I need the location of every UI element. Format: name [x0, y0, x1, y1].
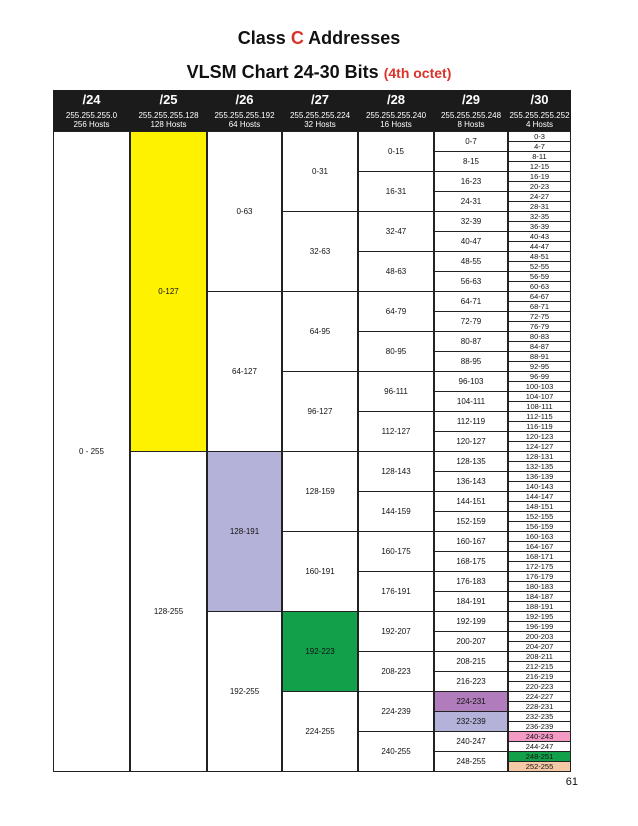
range-cell-30: 40-43 — [508, 231, 571, 242]
range-cell-29: 136-143 — [434, 471, 508, 492]
range-cell-29: 184-191 — [434, 591, 508, 612]
range-cell-29: 176-183 — [434, 571, 508, 592]
range-cell-29: 48-55 — [434, 251, 508, 272]
range-cell-30: 96-99 — [508, 371, 571, 382]
range-cell-30: 184-187 — [508, 591, 571, 602]
range-cell-30: 44-47 — [508, 241, 571, 252]
vlsm-chart — [53, 90, 571, 771]
range-cell-28: 144-159 — [358, 491, 434, 532]
range-cell-28: 48-63 — [358, 251, 434, 292]
page-subtitle — [0, 62, 638, 83]
column-prefix: /24 — [82, 92, 101, 107]
range-cell-30: 172-175 — [508, 561, 571, 572]
column-prefix: /30 — [530, 92, 549, 107]
range-cell-30: 20-23 — [508, 181, 571, 192]
range-cell-30: 156-159 — [508, 521, 571, 532]
range-cell-28: 32-47 — [358, 211, 434, 252]
range-cell-30: 196-199 — [508, 621, 571, 632]
column-mask: 255.255.255.0 — [65, 111, 118, 120]
column-prefix: /25 — [159, 92, 178, 107]
range-cell-28: 224-239 — [358, 691, 434, 732]
range-cell-28: 240-255 — [358, 731, 434, 772]
range-cell-30: 248-251 — [508, 751, 571, 762]
range-cell-29: 32-39 — [434, 211, 508, 232]
range-cell-30: 160-163 — [508, 531, 571, 542]
column-mask: 255.255.255.240 — [365, 111, 427, 120]
column-header-29 — [434, 90, 508, 131]
range-cell-30: 72-75 — [508, 311, 571, 322]
column-hosts: 8 Hosts — [457, 120, 485, 129]
range-cell-28: 80-95 — [358, 331, 434, 372]
range-cell-27: 0-31 — [282, 131, 358, 212]
range-cell-30: 204-207 — [508, 641, 571, 652]
range-cell-30: 244-247 — [508, 741, 571, 752]
range-cell-30: 80-83 — [508, 331, 571, 342]
range-cell-28: 176-191 — [358, 571, 434, 612]
page-number: 61 — [565, 776, 578, 788]
range-cell-30: 240-243 — [508, 731, 571, 742]
range-cell-30: 24-27 — [508, 191, 571, 202]
range-cell-30: 224-227 — [508, 691, 571, 702]
range-cell-29: 160-167 — [434, 531, 508, 552]
range-cell-29: 216-223 — [434, 671, 508, 692]
range-cell-27: 192-223 — [282, 611, 358, 692]
range-cell-30: 152-155 — [508, 511, 571, 522]
range-cell-30: 200-203 — [508, 631, 571, 642]
range-cell-30: 140-143 — [508, 481, 571, 492]
range-cell-30: 164-167 — [508, 541, 571, 552]
range-cell-30: 124-127 — [508, 441, 571, 452]
range-cell-30: 132-135 — [508, 461, 571, 472]
range-cell-27: 32-63 — [282, 211, 358, 292]
title-letter: C — [290, 28, 304, 48]
range-cell-29: 128-135 — [434, 451, 508, 472]
range-cell-28: 0-15 — [358, 131, 434, 172]
range-cell-29: 248-255 — [434, 751, 508, 772]
range-cell-30: 136-139 — [508, 471, 571, 482]
range-cell-29: 144-151 — [434, 491, 508, 512]
range-cell-28: 16-31 — [358, 171, 434, 212]
range-cell-30: 32-35 — [508, 211, 571, 222]
range-cell-30: 88-91 — [508, 351, 571, 362]
range-cell-30: 232-235 — [508, 711, 571, 722]
range-cell-29: 168-175 — [434, 551, 508, 572]
range-cell-30: 120-123 — [508, 431, 571, 442]
range-cell-28: 192-207 — [358, 611, 434, 652]
range-cell-28: 112-127 — [358, 411, 434, 452]
range-cell-30: 100-103 — [508, 381, 571, 392]
range-cell-26: 192-255 — [207, 611, 282, 772]
title-prefix: Class — [237, 28, 286, 48]
range-cell-30: 68-71 — [508, 301, 571, 312]
range-cell-29: 40-47 — [434, 231, 508, 252]
range-cell-29: 224-231 — [434, 691, 508, 712]
column-header-30 — [508, 90, 571, 131]
range-cell-30: 56-59 — [508, 271, 571, 282]
column-prefix: /29 — [461, 92, 481, 107]
range-cell-30: 220-223 — [508, 681, 571, 692]
range-cell-30: 108-111 — [508, 401, 571, 412]
range-cell-28: 128-143 — [358, 451, 434, 492]
range-cell-30: 0-3 — [508, 131, 571, 142]
range-cell-30: 168-171 — [508, 551, 571, 562]
column-prefix: /27 — [310, 92, 330, 107]
range-cell-29: 232-239 — [434, 711, 508, 732]
title-suffix: Addresses — [308, 28, 401, 48]
column-hosts: 32 Hosts — [304, 120, 336, 129]
range-cell-29: 120-127 — [434, 431, 508, 452]
range-cell-30: 8-11 — [508, 151, 571, 162]
range-cell-29: 96-103 — [434, 371, 508, 392]
range-cell-30: 144-147 — [508, 491, 571, 502]
range-cell-29: 56-63 — [434, 271, 508, 292]
range-cell-30: 64-67 — [508, 291, 571, 302]
range-cell-29: 24-31 — [434, 191, 508, 212]
column-prefix: /28 — [386, 92, 406, 107]
range-cell-27: 160-191 — [282, 531, 358, 612]
range-cell-29: 8-15 — [434, 151, 508, 172]
range-cell-30: 180-183 — [508, 581, 571, 592]
range-cell-30: 16-19 — [508, 171, 571, 182]
range-cell-29: 16-23 — [434, 171, 508, 192]
range-cell-30: 208-211 — [508, 651, 571, 662]
column-header-27 — [282, 90, 358, 131]
column-hosts: 16 Hosts — [380, 120, 412, 129]
column-mask: 255.255.255.248 — [440, 111, 502, 120]
range-cell-29: 104-111 — [434, 391, 508, 412]
column-mask: 255.255.255.224 — [289, 111, 351, 120]
range-cell-30: 60-63 — [508, 281, 571, 292]
range-cell-30: 92-95 — [508, 361, 571, 372]
range-cell-27: 96-127 — [282, 371, 358, 452]
range-cell-26: 64-127 — [207, 291, 282, 452]
range-cell-30: 84-87 — [508, 341, 571, 352]
range-cell-30: 104-107 — [508, 391, 571, 402]
column-mask: 255.255.255.128 — [138, 111, 199, 120]
column-header-26 — [207, 90, 282, 131]
column-hosts: 256 Hosts — [73, 120, 110, 129]
range-cell-28: 208-223 — [358, 651, 434, 692]
range-cell-30: 192-195 — [508, 611, 571, 622]
range-cell-27: 64-95 — [282, 291, 358, 372]
column-header-24 — [53, 90, 130, 131]
range-cell-29: 0-7 — [434, 131, 508, 152]
range-cell-30: 216-219 — [508, 671, 571, 682]
range-cell-30: 48-51 — [508, 251, 571, 262]
range-cell-28: 64-79 — [358, 291, 434, 332]
range-cell-30: 128-131 — [508, 451, 571, 462]
range-cell-30: 176-179 — [508, 571, 571, 582]
range-cell-30: 148-151 — [508, 501, 571, 512]
column-prefix: /26 — [235, 92, 254, 107]
column-hosts: 128 Hosts — [150, 120, 187, 129]
column-mask: 255.255.255.192 — [214, 111, 275, 120]
range-cell-29: 200-207 — [434, 631, 508, 652]
range-cell-30: 4-7 — [508, 141, 571, 152]
range-cell-29: 80-87 — [434, 331, 508, 352]
column-header-28 — [358, 90, 434, 131]
range-cell-30: 36-39 — [508, 221, 571, 232]
range-cell-30: 236-239 — [508, 721, 571, 732]
subtitle-text: VLSM Chart 24-30 Bits — [186, 62, 379, 82]
page-title — [0, 28, 638, 49]
range-cell-29: 88-95 — [434, 351, 508, 372]
range-cell-29: 112-119 — [434, 411, 508, 432]
range-cell-26: 128-191 — [207, 451, 282, 612]
range-cell-30: 116-119 — [508, 421, 571, 432]
range-cell-30: 252-255 — [508, 761, 571, 772]
range-cell-29: 64-71 — [434, 291, 508, 312]
range-cell-30: 188-191 — [508, 601, 571, 612]
column-hosts: 64 Hosts — [228, 120, 261, 129]
range-cell-30: 28-31 — [508, 201, 571, 212]
range-cell-27: 224-255 — [282, 691, 358, 772]
range-cell-30: 112-115 — [508, 411, 571, 422]
column-hosts: 4 Hosts — [525, 120, 554, 129]
range-cell-25: 0-127 — [130, 131, 207, 452]
range-cell-30: 12-15 — [508, 161, 571, 172]
range-cell-28: 160-175 — [358, 531, 434, 572]
range-cell-27: 128-159 — [282, 451, 358, 532]
range-cell-30: 228-231 — [508, 701, 571, 712]
range-cell-25: 128-255 — [130, 451, 207, 772]
range-cell-30: 212-215 — [508, 661, 571, 672]
range-cell-29: 208-215 — [434, 651, 508, 672]
range-cell-24: 0 - 255 — [53, 131, 130, 772]
range-cell-26: 0-63 — [207, 131, 282, 292]
range-cell-29: 192-199 — [434, 611, 508, 632]
range-cell-29: 152-159 — [434, 511, 508, 532]
column-mask: 255.255.255.252 — [509, 111, 570, 120]
range-cell-29: 240-247 — [434, 731, 508, 752]
range-cell-28: 96-111 — [358, 371, 434, 412]
column-header-25 — [130, 90, 207, 131]
subtitle-note: (4th octet) — [383, 65, 452, 81]
range-cell-30: 76-79 — [508, 321, 571, 332]
range-cell-30: 52-55 — [508, 261, 571, 272]
range-cell-29: 72-79 — [434, 311, 508, 332]
